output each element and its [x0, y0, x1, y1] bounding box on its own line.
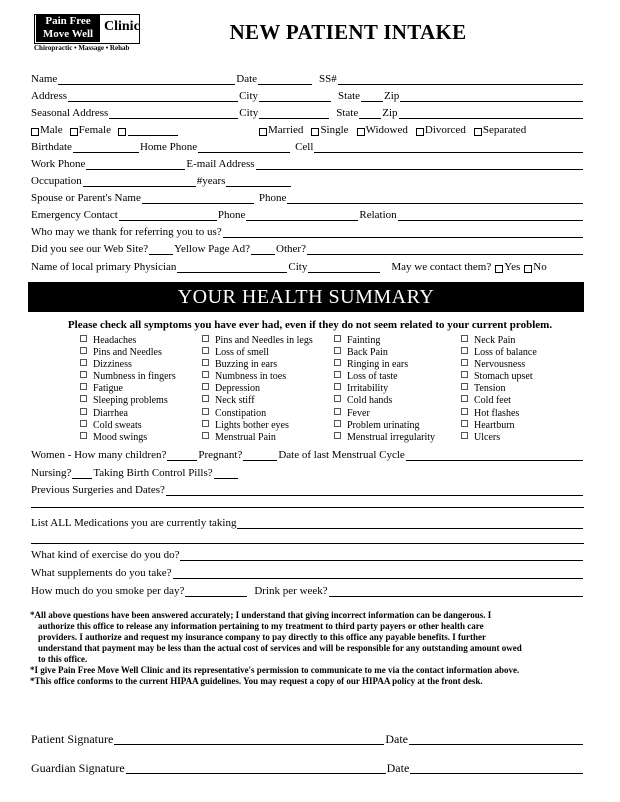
- checkbox-icon[interactable]: [80, 359, 87, 366]
- row-work-phone: [31, 158, 584, 170]
- label-date: Date: [236, 73, 258, 85]
- symptom-item[interactable]: Menstrual irregularity: [334, 432, 435, 444]
- checkbox-icon[interactable]: [334, 371, 341, 378]
- checkbox-married[interactable]: [259, 128, 267, 136]
- symptom-item[interactable]: Lights bother eyes: [202, 420, 313, 432]
- checkbox-icon[interactable]: [334, 420, 341, 427]
- symptom-item[interactable]: Tension: [461, 383, 537, 395]
- checkbox-icon[interactable]: [202, 359, 209, 366]
- field-last-cycle[interactable]: [406, 450, 583, 461]
- checkbox-other-gender[interactable]: [118, 128, 126, 136]
- label-state: State: [338, 90, 361, 102]
- symptom-item[interactable]: Loss of smell: [202, 347, 313, 359]
- label-yes: Yes: [504, 261, 521, 273]
- checkbox-icon[interactable]: [461, 359, 468, 366]
- symptom-item[interactable]: Fainting: [334, 335, 435, 347]
- disclaimer: [30, 610, 590, 687]
- label-pregnant: Pregnant?: [198, 449, 243, 461]
- checkbox-icon[interactable]: [461, 408, 468, 415]
- field-referral[interactable]: [223, 227, 583, 238]
- label-birthdate: Birthdate: [31, 141, 72, 153]
- symptom-item[interactable]: Mood swings: [80, 432, 176, 444]
- label-city: City: [239, 90, 259, 102]
- checkbox-icon[interactable]: [202, 432, 209, 439]
- symptom-item[interactable]: Fever: [334, 408, 435, 420]
- checkbox-male[interactable]: [31, 128, 39, 136]
- label-divorced: Divorced: [424, 124, 466, 136]
- disclaimer-line: providers. I authorize and request my insurance company to pay directly to this office any payable benefits. I further: [38, 632, 486, 642]
- field-name[interactable]: [58, 74, 235, 85]
- symptom-item[interactable]: Pins and Needles: [80, 347, 176, 359]
- symptom-item[interactable]: Heartburn: [461, 420, 537, 432]
- label-zip: Zip: [384, 90, 400, 102]
- field-patient-date[interactable]: [409, 734, 583, 745]
- field-work-phone[interactable]: [86, 159, 185, 170]
- checkbox-icon[interactable]: [334, 335, 341, 342]
- label-seasonal-city: City: [239, 107, 259, 119]
- label-female: Female: [78, 124, 111, 136]
- label-patient-date: Date: [385, 732, 408, 746]
- page-title: NEW PATIENT INTAKE: [229, 20, 467, 44]
- symptom-item[interactable]: Stomach upset: [461, 371, 537, 383]
- field-seasonal-zip[interactable]: [399, 108, 583, 119]
- field-emergency[interactable]: [119, 210, 217, 221]
- field-seasonal-address[interactable]: [109, 108, 238, 119]
- label-guardian-signature: Guardian Signature: [31, 761, 125, 775]
- label-seasonal-state: State: [336, 107, 359, 119]
- row-exercise: [31, 549, 584, 561]
- label-drink: Drink per week?: [254, 585, 328, 597]
- symptom-item[interactable]: Numbness in fingers: [80, 371, 176, 383]
- checkbox-icon[interactable]: [80, 408, 87, 415]
- field-spouse[interactable]: [142, 193, 254, 204]
- field-guardian-signature[interactable]: [126, 763, 386, 774]
- symptom-item[interactable]: Fatigue: [80, 383, 176, 395]
- field-nursing[interactable]: [72, 468, 92, 479]
- field-physician[interactable]: [177, 262, 287, 273]
- field-years[interactable]: [226, 176, 291, 187]
- checkbox-icon[interactable]: [461, 395, 468, 402]
- symptom-item[interactable]: Depression: [202, 383, 313, 395]
- field-physician-city[interactable]: [308, 262, 380, 273]
- symptom-item[interactable]: Problem urinating: [334, 420, 435, 432]
- label-no: No: [533, 261, 547, 273]
- checkbox-divorced[interactable]: [416, 128, 424, 136]
- label-home-phone: Home Phone: [139, 141, 198, 153]
- row-gender-marital: [31, 124, 584, 136]
- checkbox-icon[interactable]: [80, 371, 87, 378]
- field-drink[interactable]: [329, 586, 583, 597]
- symptom-item[interactable]: Constipation: [202, 408, 313, 420]
- checkbox-icon[interactable]: [334, 395, 341, 402]
- symptom-column-4: [461, 335, 537, 444]
- row-supplements: [31, 567, 584, 579]
- checkbox-icon[interactable]: [461, 371, 468, 378]
- symptom-item[interactable]: Irritability: [334, 383, 435, 395]
- checkbox-icon[interactable]: [80, 432, 87, 439]
- checkbox-icon[interactable]: [461, 420, 468, 427]
- disclaimer-line: understand that payment may be less than the actual cost of services and will be responsible for any outstanding amount owed: [38, 643, 522, 653]
- field-children[interactable]: [167, 450, 197, 461]
- field-other[interactable]: [307, 244, 583, 255]
- label-physician-city: City: [288, 261, 308, 273]
- checkbox-no[interactable]: [524, 265, 532, 273]
- label-relation: Relation: [359, 209, 397, 221]
- label-separated: Separated: [482, 124, 527, 136]
- symptom-column-3: [334, 335, 435, 444]
- checkbox-yes[interactable]: [495, 265, 503, 273]
- row-nursing: [31, 467, 584, 479]
- label-emergency: Emergency Contact: [31, 209, 118, 221]
- label-seasonal-address: Seasonal Address: [31, 107, 109, 119]
- row-birthdate: [31, 141, 584, 153]
- symptom-item[interactable]: Dizziness: [80, 359, 176, 371]
- checkbox-single[interactable]: [311, 128, 319, 136]
- row-medications: [31, 517, 584, 529]
- health-summary-banner: YOUR HEALTH SUMMARY: [28, 282, 584, 312]
- field-website[interactable]: [149, 244, 173, 255]
- field-state[interactable]: [361, 91, 383, 102]
- label-years: #years: [196, 175, 226, 187]
- symptom-item[interactable]: Cold sweats: [80, 420, 176, 432]
- checkbox-icon[interactable]: [80, 383, 87, 390]
- checkbox-icon[interactable]: [202, 335, 209, 342]
- symptom-item[interactable]: Menstrual Pain: [202, 432, 313, 444]
- label-last-cycle: Date of last Menstrual Cycle: [278, 449, 405, 461]
- checkbox-icon[interactable]: [202, 395, 209, 402]
- field-seasonal-state[interactable]: [359, 108, 381, 119]
- field-city[interactable]: [259, 91, 331, 102]
- label-cell: Cell: [295, 141, 314, 153]
- row-name: [31, 73, 584, 85]
- label-may-contact: May we contact them?: [391, 261, 492, 273]
- symptom-item[interactable]: Loss of balance: [461, 347, 537, 359]
- symptom-item[interactable]: Loss of taste: [334, 371, 435, 383]
- symptom-item[interactable]: Buzzing in ears: [202, 359, 313, 371]
- symptom-column-1: [80, 335, 176, 444]
- checkbox-icon[interactable]: [461, 347, 468, 354]
- row-address: [31, 90, 584, 102]
- checkbox-icon[interactable]: [80, 420, 87, 427]
- row-surgeries: [31, 484, 584, 496]
- label-name: Name: [31, 73, 58, 85]
- symptom-item[interactable]: Ringing in ears: [334, 359, 435, 371]
- disclaimer-line: to this office.: [38, 654, 88, 664]
- symptom-item[interactable]: Ulcers: [461, 432, 537, 444]
- checkbox-icon[interactable]: [334, 383, 341, 390]
- field-other-gender[interactable]: [128, 125, 178, 136]
- field-relation[interactable]: [398, 210, 583, 221]
- label-yellow-page: Yellow Page Ad?: [174, 243, 251, 255]
- label-emergency-phone: Phone: [217, 209, 246, 221]
- label-occupation: Occupation: [31, 175, 82, 187]
- symptom-item[interactable]: Neck stiff: [202, 395, 313, 407]
- row-spouse: [31, 192, 584, 204]
- row-occupation: [31, 175, 584, 187]
- logo-line1: Pain Free: [36, 14, 100, 28]
- checkbox-icon[interactable]: [202, 383, 209, 390]
- checkbox-icon[interactable]: [461, 432, 468, 439]
- symptom-item[interactable]: Neck Pain: [461, 335, 537, 347]
- symptom-item[interactable]: Cold feet: [461, 395, 537, 407]
- checkbox-icon[interactable]: [80, 395, 87, 402]
- symptom-instructions: Please check all symptoms you have ever had, even if they do not seem related to your current problem.: [67, 319, 553, 331]
- symptom-item[interactable]: Sleeping problems: [80, 395, 176, 407]
- row-seasonal-address: [31, 107, 584, 119]
- label-ssn: SS#: [319, 73, 337, 85]
- checkbox-icon[interactable]: [202, 408, 209, 415]
- checkbox-icon[interactable]: [461, 383, 468, 390]
- field-patient-signature[interactable]: [114, 734, 384, 745]
- label-patient-signature: Patient Signature: [31, 732, 114, 746]
- symptom-item[interactable]: Back Pain: [334, 347, 435, 359]
- checkbox-icon[interactable]: [80, 335, 87, 342]
- checkbox-icon[interactable]: [334, 432, 341, 439]
- field-pregnant[interactable]: [243, 450, 277, 461]
- symptom-item[interactable]: Diarrhea: [80, 408, 176, 420]
- field-exercise[interactable]: [180, 550, 583, 561]
- label-email: E-mail Address: [186, 158, 255, 170]
- label-birth-control: Taking Birth Control Pills?: [93, 467, 213, 479]
- surgeries-extra-line[interactable]: [31, 507, 584, 508]
- checkbox-icon[interactable]: [202, 420, 209, 427]
- label-address: Address: [31, 90, 68, 102]
- checkbox-separated[interactable]: [474, 128, 482, 136]
- medications-extra-line[interactable]: [31, 543, 584, 544]
- row-physician: [31, 261, 584, 273]
- row-website: [31, 243, 584, 255]
- checkbox-icon[interactable]: [334, 359, 341, 366]
- logo-tagline: Chiropractic • Massage • Rehab: [34, 44, 130, 52]
- symptom-item[interactable]: Headaches: [80, 335, 176, 347]
- checkbox-icon[interactable]: [461, 335, 468, 342]
- label-nursing: Nursing?: [31, 467, 72, 479]
- label-referral: Who may we thank for referring you to us?: [31, 226, 222, 238]
- checkbox-icon[interactable]: [334, 408, 341, 415]
- row-emergency: [31, 209, 584, 221]
- disclaimer-consent: *I give Pain Free Move Well Clinic and its representative's permission to communicate to me via the contact information above.: [30, 665, 520, 675]
- symptom-item[interactable]: Pins and Needles in legs: [202, 335, 313, 347]
- label-medications: List ALL Medications you are currently taking: [31, 517, 237, 529]
- field-ssn[interactable]: [338, 74, 583, 85]
- label-seasonal-zip: Zip: [382, 107, 398, 119]
- disclaimer-line: *All above questions have been answered accurately; I understand that giving incorrect information can be dangerous. I: [30, 610, 492, 620]
- label-spouse-phone: Phone: [258, 192, 287, 204]
- label-work-phone: Work Phone: [31, 158, 86, 170]
- label-guardian-date: Date: [386, 761, 410, 775]
- label-exercise: What kind of exercise do you do?: [31, 549, 180, 561]
- row-guardian-signature: [31, 762, 584, 774]
- label-smoke: How much do you smoke per day?: [31, 585, 185, 597]
- label-children: Women - How many children?: [31, 449, 167, 461]
- checkbox-icon[interactable]: [334, 347, 341, 354]
- checkbox-icon[interactable]: [202, 347, 209, 354]
- label-male: Male: [40, 124, 63, 136]
- logo-line2: Move Well: [36, 28, 100, 42]
- row-patient-signature: [31, 733, 584, 745]
- field-cell[interactable]: [314, 142, 583, 153]
- label-supplements: What supplements do you take?: [31, 567, 172, 579]
- row-women: [31, 449, 584, 461]
- checkbox-widowed[interactable]: [357, 128, 365, 136]
- field-birthdate[interactable]: [73, 142, 139, 153]
- field-date[interactable]: [258, 74, 312, 85]
- symptom-item[interactable]: Nervousness: [461, 359, 537, 371]
- field-supplements[interactable]: [173, 568, 583, 579]
- symptom-column-2: [202, 335, 313, 444]
- label-married: Married: [268, 124, 304, 136]
- field-smoke[interactable]: [185, 586, 247, 597]
- field-occupation[interactable]: [83, 176, 196, 187]
- field-home-phone[interactable]: [198, 142, 290, 153]
- checkbox-icon[interactable]: [202, 371, 209, 378]
- field-guardian-date[interactable]: [410, 763, 583, 774]
- label-other: Other?: [276, 243, 306, 255]
- symptom-item[interactable]: Cold hands: [334, 395, 435, 407]
- row-referral: [31, 226, 584, 238]
- disclaimer-line: authorize this office to release any information pertaining to my treatment to third party payers or other health care: [38, 621, 484, 631]
- field-birth-control[interactable]: [214, 468, 238, 479]
- label-widowed: Widowed: [365, 124, 408, 136]
- field-address[interactable]: [68, 91, 238, 102]
- disclaimer-hipaa: *This office conforms to the current HIPAA guidelines. You may request a copy of our HIPAA policy at the front desk.: [30, 676, 483, 686]
- label-single: Single: [320, 124, 349, 136]
- field-emergency-phone[interactable]: [246, 210, 358, 221]
- label-website: Did you see our Web Site?: [31, 243, 149, 255]
- label-surgeries: Previous Surgeries and Dates?: [31, 484, 165, 496]
- label-spouse: Spouse or Parent's Name: [31, 192, 141, 204]
- symptom-item[interactable]: Hot flashes: [461, 408, 537, 420]
- row-smoke: [31, 585, 584, 597]
- field-surgeries[interactable]: [166, 485, 583, 496]
- logo-word: Clinic: [104, 19, 140, 34]
- field-email[interactable]: [256, 159, 583, 170]
- field-seasonal-city[interactable]: [259, 108, 329, 119]
- field-medications[interactable]: [237, 518, 583, 529]
- field-yellow-page[interactable]: [251, 244, 275, 255]
- checkbox-icon[interactable]: [80, 347, 87, 354]
- label-physician: Name of local primary Physician: [31, 261, 177, 273]
- checkbox-female[interactable]: [70, 128, 78, 136]
- field-spouse-phone[interactable]: [287, 193, 583, 204]
- symptom-item[interactable]: Numbness in toes: [202, 371, 313, 383]
- field-zip[interactable]: [400, 91, 583, 102]
